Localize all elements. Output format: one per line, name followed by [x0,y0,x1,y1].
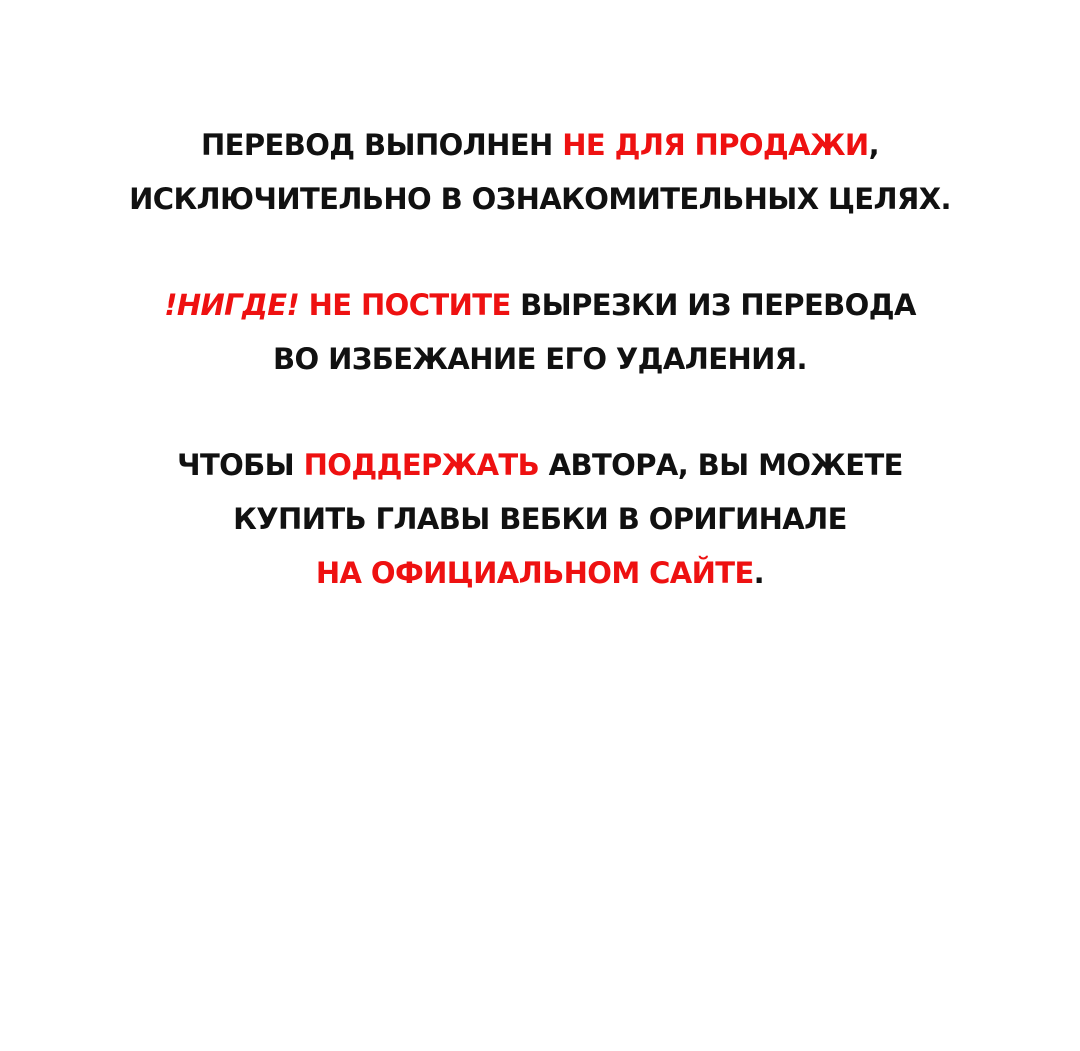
text-segment: НЕ ДЛЯ ПРОДАЖИ [562,128,869,162]
text-line [0,172,1080,226]
text-segment [299,288,309,322]
text-line [0,492,1080,546]
text-segment: ПОДДЕРЖАТЬ [303,448,540,482]
text-segment: ИСКЛЮЧИТЕЛЬНО В ОЗНАКОМИТЕЛЬНЫХ ЦЕЛЯХ. [129,182,951,216]
text-line [0,278,1080,332]
disclaimer-text [0,118,1080,652]
text-segment: АВТОРА, ВЫ МОЖЕТЕ [539,448,903,482]
text-segment: ПЕРЕВОД ВЫПОЛНЕН [200,128,563,162]
text-segment: НА ОФИЦИАЛЬНОМ САЙТЕ [315,556,754,590]
text-segment: . [753,556,765,590]
text-segment: НЕ ПОСТИТЕ [308,288,511,322]
text-line [0,438,1080,492]
text-line [0,332,1080,386]
text-line [0,546,1080,600]
text-line [0,118,1080,172]
text-segment: ВЫРЕЗКИ ИЗ ПЕРЕВОДА [510,288,916,322]
text-segment: ЧТОБЫ [177,448,304,482]
no-reposting-notice [0,278,1080,386]
not-for-sale-notice [0,118,1080,226]
support-author-notice [0,438,1080,600]
text-segment: КУПИТЬ ГЛАВЫ ВЕБКИ В ОРИГИНАЛЕ [233,502,847,536]
text-segment: !НИГДЕ! [164,288,300,322]
text-segment: , [868,128,879,162]
text-segment: ВО ИЗБЕЖАНИЕ ЕГО УДАЛЕНИЯ. [273,342,807,376]
